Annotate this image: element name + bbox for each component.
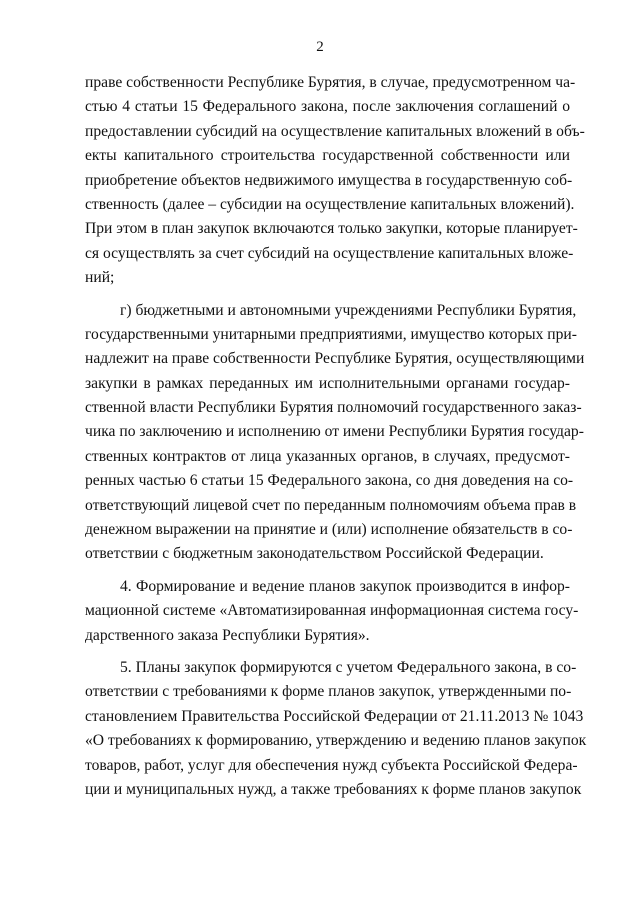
- paragraph-item-5: [85, 656, 587, 802]
- text-line: праве собственности Республике Бурятия, в случае, предусмотренном ча-: [85, 74, 576, 91]
- text-line: предоставлении субсидий на осуществление капитальных вложений в объ-: [85, 122, 585, 140]
- text-line: ний;: [85, 269, 115, 287]
- page-number: 2: [316, 39, 324, 55]
- text-line: ственных контрактов от лица указанных органов, в случаях, предусмот-: [85, 447, 570, 465]
- paragraph-item-4: [85, 575, 579, 648]
- paragraph-item-g: [85, 299, 585, 567]
- text-line: ренных частью 6 статьи 15 Федерального закона, со дня доведения на со-: [85, 472, 574, 490]
- text-line: денежном выражении на принятие и (или) исполнение обязательств в со-: [85, 521, 573, 539]
- document-body: [85, 71, 587, 802]
- text-line: г) бюджетными и автономными учреждениями Республики Бурятия,: [120, 301, 577, 319]
- text-line: 5. Планы закупок формируются с учетом Федерального закона, в со-: [120, 658, 577, 676]
- text-line: товаров, работ, услуг для обеспечения нужд субъекта Российской Федера-: [85, 756, 578, 774]
- text-line: закупки в рамках переданных им исполнительными органами государ-: [85, 374, 570, 392]
- text-line: ответствии с требованиями к форме планов закупок, утвержденными по-: [85, 683, 572, 701]
- text-line: При этом в план закупок включаются только закупки, которые планирует-: [85, 220, 578, 238]
- text-line: ответствующий лицевой счет по переданным полномочиям объема прав в: [85, 496, 577, 514]
- text-line: государственными унитарными предприятиями, имущество которых при-: [85, 325, 577, 343]
- paragraph-continuation: [85, 71, 585, 291]
- text-line: ся осуществлять за счет субсидий на осуществление капитальных вложе-: [85, 244, 574, 262]
- text-line: мационной системе «Автоматизированная информационная система госу-: [85, 602, 579, 620]
- text-line: ции и муниципальных нужд, а также требованиях к форме планов закупок: [85, 780, 582, 798]
- text-line: становлением Правительства Российской Федерации от 21.11.2013 № 1043: [85, 707, 584, 725]
- text-line: стью 4 статьи 15 Федерального закона, после заключения соглашений о: [85, 98, 570, 116]
- text-line: ственной власти Республики Бурятия полномочий государственного заказ-: [85, 399, 582, 417]
- text-line: 4. Формирование и ведение планов закупок производится в инфор-: [120, 577, 570, 595]
- text-line: чика по заключению и исполнению от имени Республики Бурятия государ-: [85, 423, 584, 441]
- text-line: ответствии с бюджетным законодательством Российской Федерации.: [85, 545, 544, 563]
- text-line: ственность (далее – субсидии на осуществление капитальных вложений).: [85, 195, 575, 213]
- text-line: приобретение объектов недвижимого имущества в государственную соб-: [85, 171, 573, 189]
- text-line: екты капитального строительства государственной собственности или: [85, 147, 570, 165]
- text-line: дарственного заказа Республики Бурятия».: [85, 626, 370, 644]
- text-line: надлежит на праве собственности Республике Бурятия, осуществляющими: [85, 350, 585, 368]
- text-line: «О требованиях к формированию, утверждению и ведению планов закупок: [85, 732, 587, 750]
